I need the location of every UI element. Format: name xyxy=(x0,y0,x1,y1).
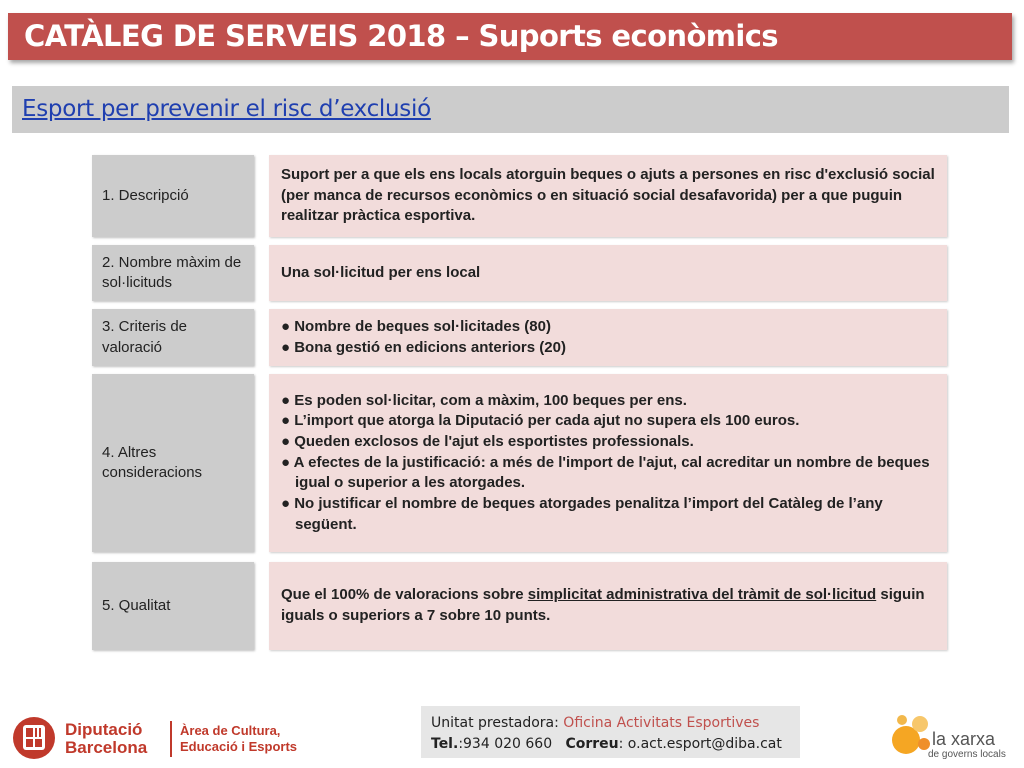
provider-contact-line xyxy=(431,734,790,755)
xarxa-subname: de governs locals xyxy=(928,749,1006,760)
diputacio-name xyxy=(65,721,147,757)
section-label-other xyxy=(92,374,254,552)
section-label-max-requests xyxy=(92,245,254,301)
list-item: ● No justificar el nombre de beques atorgades penalitza l’import del Catàleg de l’any següent. xyxy=(281,495,883,533)
section-content-description xyxy=(269,155,947,237)
coat-of-arms-icon xyxy=(12,716,56,760)
tel-label: Tel. xyxy=(431,736,459,752)
service-title-link[interactable]: Esport per prevenir el risc d’exclusió xyxy=(22,96,431,122)
xarxa-name: la xarxa xyxy=(932,729,996,749)
page-title: CATÀLEG DE SERVEIS 2018 – Suports econòmics xyxy=(24,19,778,53)
section-content-other xyxy=(269,374,947,552)
tel-value: :934 020 660 xyxy=(458,736,553,752)
title-bar xyxy=(8,13,1012,60)
subtitle-bar xyxy=(12,86,1009,133)
max-requests-text: Una sol·licitud per ens local xyxy=(281,263,481,281)
list-item: ● Bona gestió en edicions anteriors (20) xyxy=(281,338,566,356)
section-label-criteria xyxy=(92,309,254,366)
list-item: ● Queden exclosos de l'ajut els esportistes professionals. xyxy=(281,432,694,450)
section-content-max-requests xyxy=(269,245,947,301)
section-content-criteria xyxy=(269,309,947,366)
section-label-text: 1. Descripció xyxy=(102,186,189,204)
area-name xyxy=(180,723,297,756)
quality-text-underlined: simplicitat administrativa del tràmit de sol·licitud xyxy=(527,586,877,604)
la-xarxa-logo xyxy=(888,710,1014,764)
section-label-quality xyxy=(92,562,254,650)
provider-unit-line xyxy=(431,713,790,734)
quality-text-part: siguin iguals o superiors a 7 sobre 10 punts. xyxy=(281,586,925,624)
section-content-quality xyxy=(269,562,947,650)
section-label-text: 3. Criteris de valoració xyxy=(102,318,188,356)
unit-label: Unitat prestadora: xyxy=(431,715,564,731)
considerations-list xyxy=(281,391,935,536)
section-label-text: 2. Nombre màxim de sol·licituds xyxy=(102,253,242,291)
section-label-description xyxy=(92,155,254,237)
list-item: ● A efectes de la justificació: a més de l'import de l'ajut, cal acreditar un nombre de beques igual o superior a les atorgades. xyxy=(281,453,930,492)
section-label-text: 4. Altres consideracions xyxy=(102,443,203,481)
criteria-list xyxy=(281,317,566,358)
quality-text xyxy=(281,585,935,626)
list-item: ● L’import que atorga la Diputació per cada ajut no supera els 100 euros. xyxy=(281,412,800,430)
area-line1: Àrea de Cultura, xyxy=(180,723,281,738)
email-value[interactable]: : o.act.esport@diba.cat xyxy=(618,736,782,752)
quality-text-part: Que el 100% de valoracions sobre xyxy=(281,586,528,604)
list-item: ● Es poden sol·licitar, com a màxim, 100 beques per ens. xyxy=(281,391,687,409)
section-label-text: 5. Qualitat xyxy=(102,596,171,614)
logo-divider xyxy=(170,721,172,757)
area-line2: Educació i Esports xyxy=(180,739,298,755)
diputacio-line1: Diputació xyxy=(65,720,143,739)
description-text: Suport per a que els ens locals atorguin beques o ajuts a persones en risc d'exclusió social (per manca de recursos econòmics o en situació social desafavorida) per a que puguin realitzar pràctica esportiva. xyxy=(281,165,935,225)
diputacio-line2: Barcelona xyxy=(65,737,148,757)
email-label: Correu xyxy=(565,736,619,752)
provider-info xyxy=(421,706,800,758)
list-item: ● Nombre de beques sol·licitades (80) xyxy=(281,317,551,335)
unit-value: Oficina Activitats Esportives xyxy=(563,715,760,731)
diputacio-logo xyxy=(10,713,310,763)
